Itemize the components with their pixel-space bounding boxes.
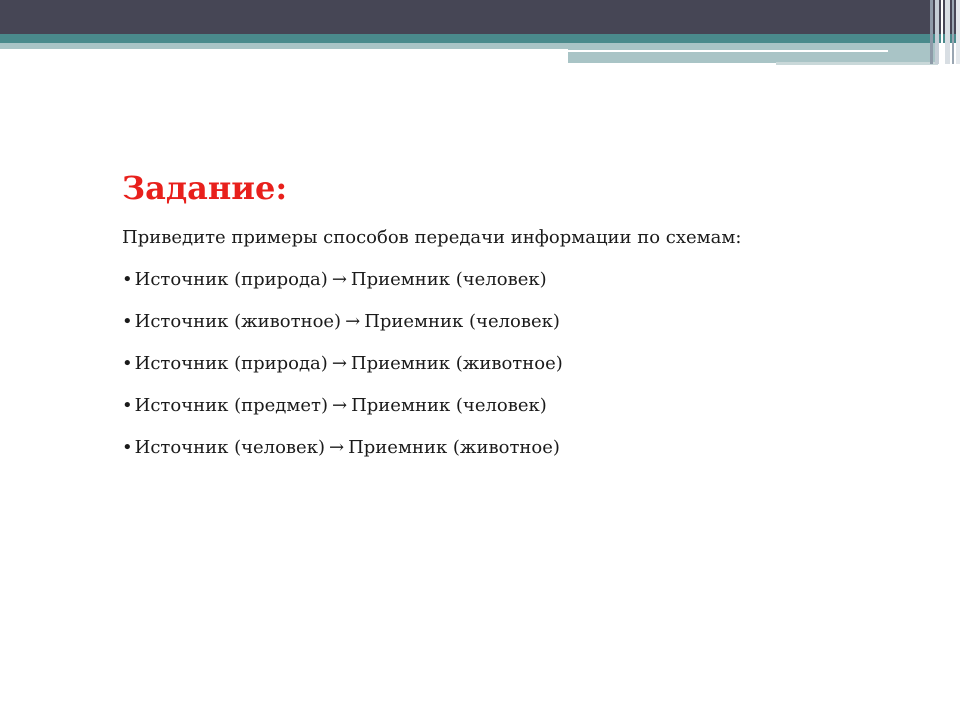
arrow-right-icon: → — [331, 395, 348, 416]
source-text: Источник (природа) — [134, 353, 328, 374]
header-banner-dark — [0, 0, 960, 34]
header-banner-light — [0, 43, 568, 49]
list-item — [122, 436, 922, 460]
bullet: • — [122, 437, 133, 458]
arrow-right-icon: → — [328, 437, 345, 458]
task-intro: Приведите примеры способов передачи информации по схемам: — [122, 227, 742, 248]
header-banner-teal — [0, 34, 960, 43]
receiver-text: Приемник (животное) — [348, 437, 560, 458]
slide-content — [122, 168, 922, 460]
bullet: • — [122, 269, 133, 290]
stripe — [952, 0, 954, 64]
bullet: • — [122, 311, 133, 332]
stripe — [935, 0, 939, 64]
header-banner-line-lower — [776, 62, 938, 65]
receiver-text: Приемник (человек) — [351, 395, 547, 416]
list-item — [122, 310, 922, 334]
bullet: • — [122, 395, 133, 416]
arrow-right-icon: → — [331, 269, 347, 290]
stripe — [930, 0, 933, 64]
source-text: Источник (природа) — [134, 269, 328, 290]
receiver-text: Приемник (человек) — [350, 269, 547, 290]
source-text: Источник (человек) — [134, 437, 325, 458]
list-item — [122, 268, 922, 292]
scheme-list — [122, 268, 922, 460]
header-banner-line — [568, 50, 888, 52]
slide-title: Задание: — [122, 169, 288, 207]
list-item — [122, 394, 922, 418]
stripe — [945, 0, 950, 64]
stripe — [956, 0, 960, 64]
header-stripes — [930, 0, 960, 64]
list-item — [122, 352, 922, 376]
arrow-right-icon: → — [331, 353, 347, 374]
arrow-right-icon: → — [345, 311, 361, 332]
header-banner-step — [568, 43, 938, 63]
stripe — [941, 0, 943, 64]
receiver-text: Приемник (человек) — [364, 311, 560, 332]
source-text: Источник (предмет) — [134, 395, 328, 416]
bullet: • — [122, 353, 133, 374]
source-text: Источник (животное) — [134, 311, 342, 332]
receiver-text: Приемник (животное) — [350, 353, 563, 374]
